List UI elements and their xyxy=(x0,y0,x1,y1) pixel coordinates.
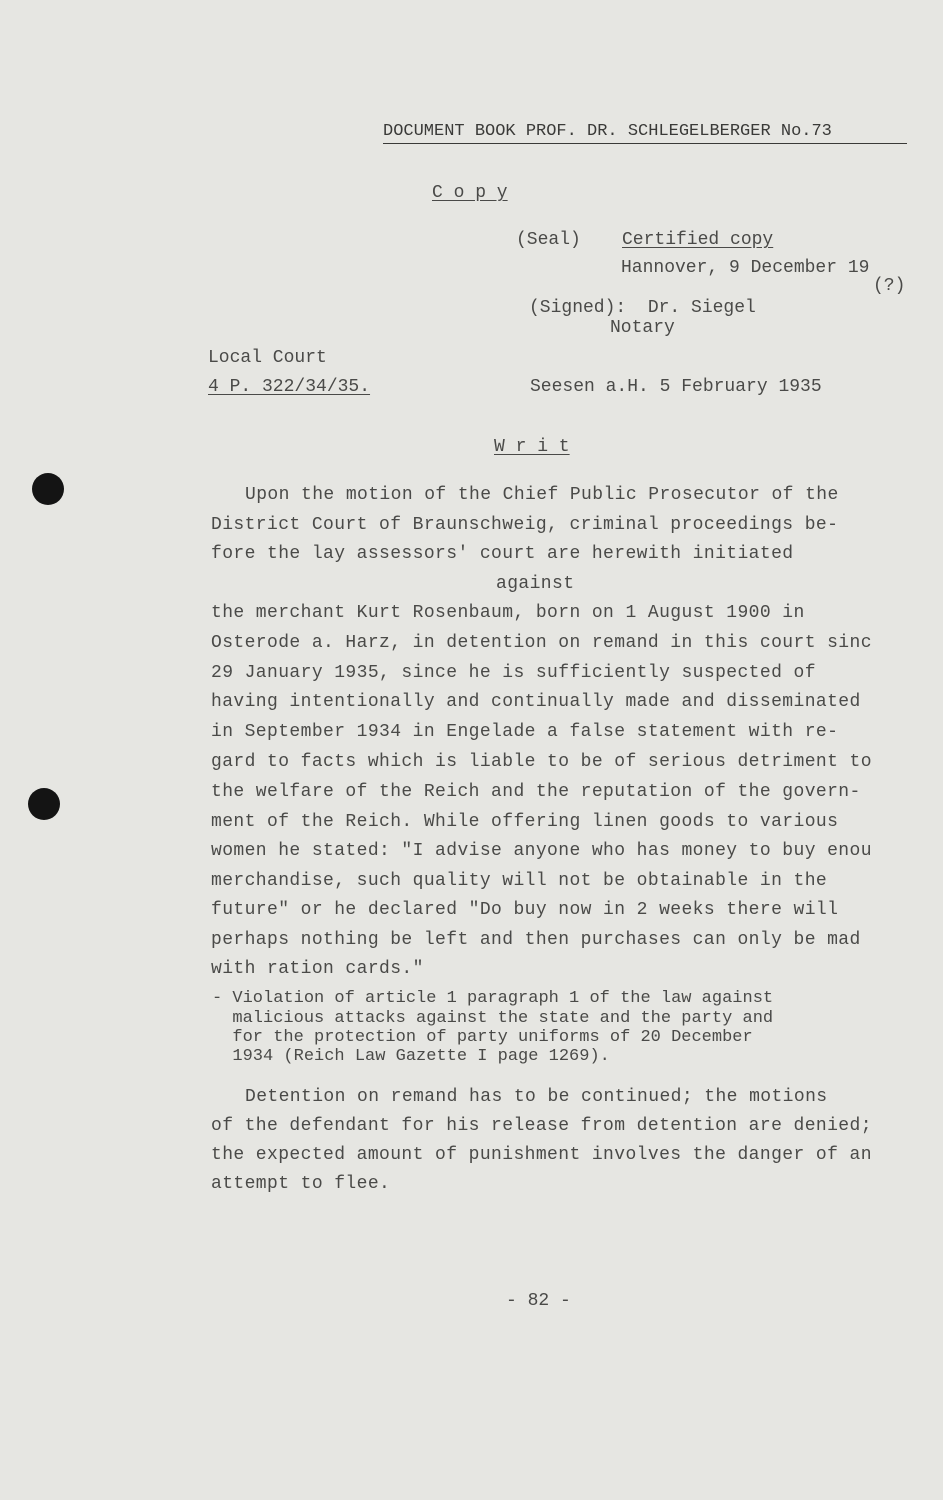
paragraph1-line: 29 January 1935, since he is sufficiently suspected of xyxy=(211,663,816,683)
paragraph1-line: women he stated: "I advise anyone who has money to buy enou xyxy=(211,841,872,861)
certified-place-date: Hannover, 9 December 19 xyxy=(621,258,870,278)
punch-hole xyxy=(32,473,64,505)
punch-hole xyxy=(28,788,60,820)
paragraph1-line: fore the lay assessors' court are herewith initiated xyxy=(211,544,794,564)
place-date: Seesen a.H. 5 February 1935 xyxy=(530,377,822,397)
paragraph2-line: Detention on remand has to be continued; the motions xyxy=(245,1087,828,1107)
paragraph1-line: against xyxy=(496,574,575,594)
signed-line: (Signed): Dr. Siegel xyxy=(529,298,756,318)
signer-title: Notary xyxy=(610,318,675,338)
paragraph1-line: ment of the Reich. While offering linen goods to various xyxy=(211,812,839,832)
violation-line: for the protection of party uniforms of 20 December xyxy=(212,1028,753,1047)
page-number: - 82 - xyxy=(506,1291,571,1311)
document-book-header: DOCUMENT BOOK PROF. DR. SCHLEGELBERGER No.73 xyxy=(383,122,832,141)
seal-label: (Seal) xyxy=(516,230,581,250)
certified-year-unknown: (?) xyxy=(873,276,906,296)
paragraph1-line: Upon the motion of the Chief Public Prosecutor of the xyxy=(245,485,839,505)
copy-label: C o p y xyxy=(432,183,508,203)
certified-copy-label: Certified copy xyxy=(622,230,774,250)
paragraph1-line: District Court of Braunschweig, criminal proceedings be- xyxy=(211,515,839,535)
paragraph1-line: having intentionally and continually made and disseminated xyxy=(211,692,861,712)
paragraph2-line: of the defendant for his release from detention are denied; xyxy=(211,1116,872,1136)
paragraph1-line: the merchant Kurt Rosenbaum, born on 1 August 1900 in xyxy=(211,603,805,623)
violation-line: 1934 (Reich Law Gazette I page 1269). xyxy=(212,1047,610,1066)
paragraph1-line: the welfare of the Reich and the reputation of the govern- xyxy=(211,782,861,802)
paragraph1-line: with ration cards." xyxy=(211,959,424,979)
paragraph1-line: merchandise, such quality will not be obtainable in the xyxy=(211,871,828,891)
paragraph1-line: in September 1934 in Engelade a false statement with re- xyxy=(211,722,839,742)
violation-line: - Violation of article 1 paragraph 1 of the law against xyxy=(212,989,774,1008)
violation-line: malicious attacks against the state and the party and xyxy=(212,1009,774,1028)
header-rule xyxy=(383,143,907,144)
document-title: W r i t xyxy=(494,437,570,457)
paragraph1-line: perhaps nothing be left and then purchases can only be mad xyxy=(211,930,861,950)
paragraph1-line: future" or he declared "Do buy now in 2 weeks there will xyxy=(211,900,839,920)
case-number: 4 P. 322/34/35. xyxy=(208,377,371,397)
paragraph2-line: the expected amount of punishment involves the danger of an xyxy=(211,1145,872,1165)
paragraph1-line: Osterode a. Harz, in detention on remand in this court sinc xyxy=(211,633,872,653)
paragraph1-line: gard to facts which is liable to be of serious detriment to xyxy=(211,752,872,772)
court-name: Local Court xyxy=(208,348,327,368)
paragraph2-line: attempt to flee. xyxy=(211,1174,391,1194)
